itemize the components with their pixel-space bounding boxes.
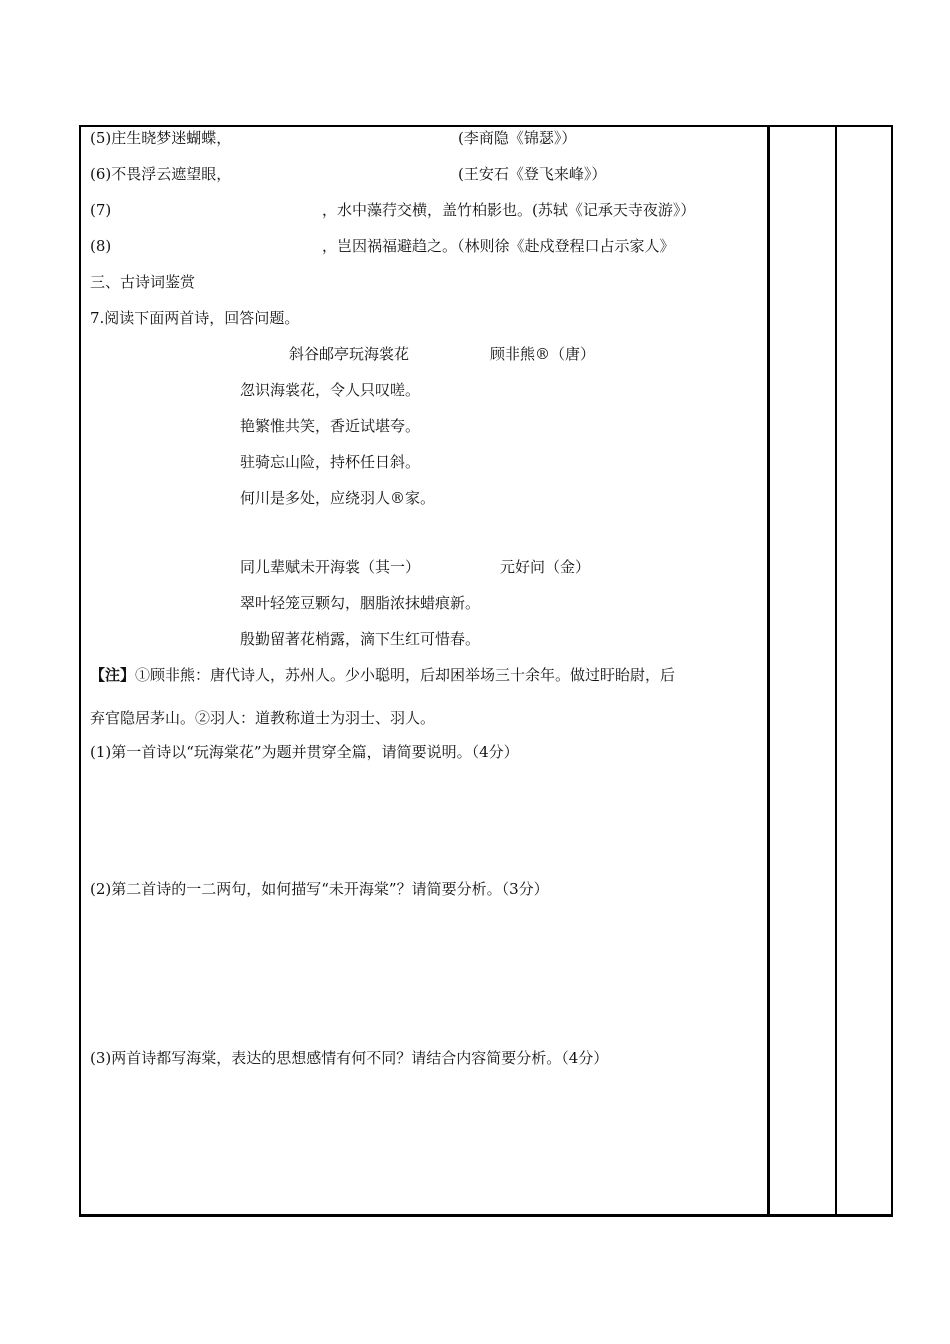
poem1-author: 顾非熊®（唐） (490, 345, 596, 363)
fill-item-5-source: (李商隐《锦瑟》） (458, 129, 577, 147)
table-border-right (891, 125, 893, 1217)
fill-item-6-source: (王安石《登飞来峰》） (458, 165, 607, 183)
fill-item-5: (5)庄生晓梦迷蝴蝶， (90, 129, 232, 147)
question-intro: 7.阅读下面两首诗，回答问题。 (90, 309, 300, 327)
fill-item-8-number: (8) (90, 237, 112, 255)
subquestion-3: (3)两首诗都写海棠，表达的思想感情有何不同？请结合内容简要分析。（4分） (90, 1049, 609, 1067)
poem1-line: 驻骑忘山险，持杯任日斜。 (240, 453, 421, 471)
note-line-1 (90, 665, 675, 685)
table-border-bottom (79, 1214, 893, 1217)
poem1-line: 忽识海裳花，令人只叹嗟。 (240, 381, 421, 399)
section-heading: 三、古诗词鉴赏 (90, 273, 196, 291)
fill-item-8-text: ，岂因祸福避趋之。（林则徐《赴戍登程口占示家人》 (322, 237, 675, 255)
table-border-top (79, 125, 893, 127)
subquestion-1: (1)第一首诗以“玩海棠花”为题并贯穿全篇，请简要说明。（4分） (90, 743, 519, 761)
fill-item-6: (6)不畏浮云遮望眼， (90, 165, 232, 183)
note-label: 【注】 (90, 666, 136, 684)
poem1-line: 何川是多处，应绕羽人®家。 (240, 489, 436, 507)
poem2-line: 殷勤留著花梢露，滴下生红可惜春。 (240, 630, 481, 648)
poem2-line: 翠叶轻笼豆颗勾，胭脂浓抹蜡痕新。 (240, 594, 481, 612)
poem1-line: 艳繁惟共笑，香近试堪夸。 (240, 417, 421, 435)
table-column-divider-2 (835, 125, 837, 1217)
fill-item-7-number: (7) (90, 201, 112, 219)
poem2-title: 同儿辈赋未开海裳（其一） (240, 558, 421, 576)
table-border-left (79, 125, 81, 1217)
note-text-1: ①顾非熊：唐代诗人，苏州人。少小聪明，后却困举场三十余年。做过盱眙尉，后 (135, 666, 676, 684)
poem2-author: 元好问（金） (500, 558, 591, 576)
poem1-title: 斜谷邮亭玩海裳花 (289, 345, 410, 363)
table-column-divider-1 (767, 125, 770, 1217)
subquestion-2: (2)第二首诗的一二两句，如何描写“未开海棠”？请简要分析。（3分） (90, 880, 549, 898)
note-line-2: 弃官隐居茅山。②羽人：道教称道士为羽士、羽人。 (90, 709, 436, 727)
fill-item-7-text: ，水中藻荇交横，盖竹柏影也。(苏轼《记承天寺夜游》） (322, 201, 696, 219)
